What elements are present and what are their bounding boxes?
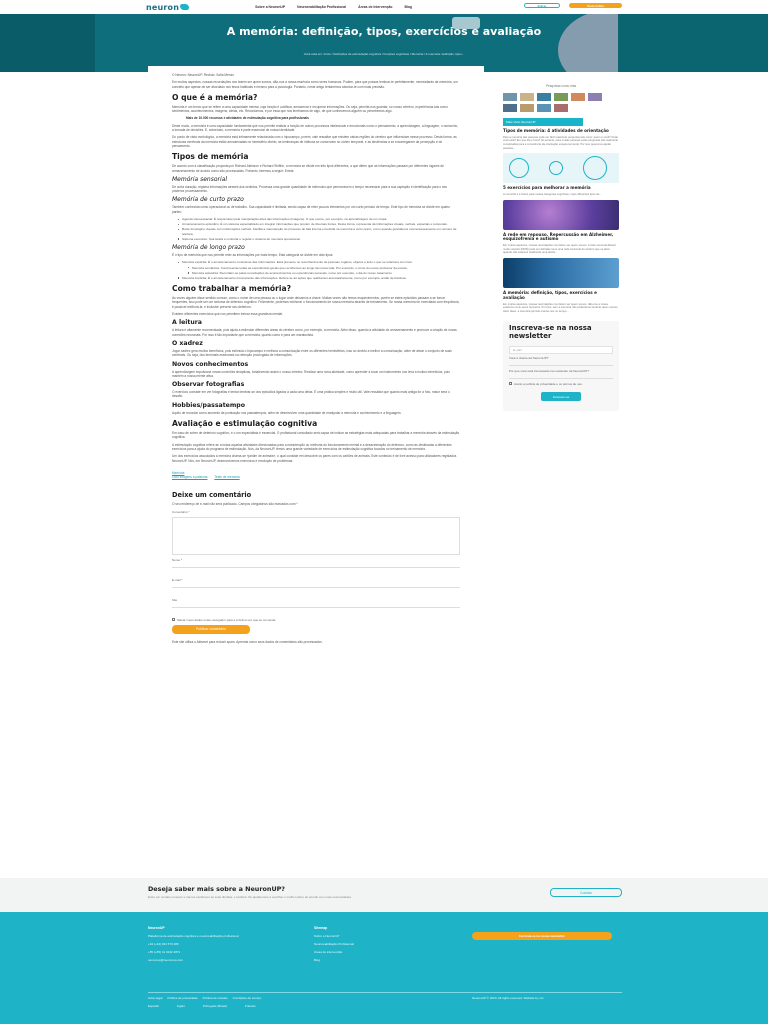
checkbox-icon[interactable]	[509, 382, 512, 385]
top-navigation	[0, 0, 768, 14]
legal-link[interactable]: Condições de serviço	[232, 996, 262, 1000]
login-button[interactable]: Entrar	[524, 3, 560, 8]
paragraph: Jogar xadrez gera muitos benefícios, pois estimula o hipocampo e melhora a comunicação entre os diferentes hemisférios, isso só devido a melhor a comunicação, além de ativar o conjunto de suas cerebrais. Ou seja, dos terminais essenciais na retenção prolongada de informações.	[172, 348, 452, 358]
newsletter-title: Inscreva-se na nossa newsletter	[509, 324, 592, 340]
heading-knowledge: Novos conhecimentos	[172, 360, 249, 368]
footer-legal-links	[148, 996, 261, 1000]
thumbnail[interactable]	[554, 93, 568, 101]
circle-icon	[549, 161, 563, 175]
footer-link[interactable]: Blog	[314, 958, 321, 962]
thumbnail-row	[503, 104, 619, 112]
language-link[interactable]: Inglés	[176, 1004, 185, 1008]
menu-item-about[interactable]: Sobre a NeuronUP	[255, 5, 286, 9]
footer-sitemap-title: Sitemap	[314, 926, 328, 930]
orientation-diagram-image[interactable]	[503, 153, 619, 183]
footer-divider	[148, 992, 622, 993]
paragraph: Do ponto de vista morfológico, a memória está intimamente relacionada com o hipocampo, porém, vale ressaltar que existem várias regiões do cérebro que influenciam nesse processo. Desta forma, as estruturas cerebrais da memória estão armazenadas no hemisfério direito, as lembranças de infância se conservam no córtex temporal, e as tendências a se encarregarem da percepção e do pensamento.	[172, 135, 457, 148]
popular-posts-label: Mais Visto NeuronUP	[503, 118, 583, 126]
heading-train: Como trabalhar a memória?	[172, 284, 291, 294]
footer	[0, 912, 768, 1024]
paragraph: Aquilo de recordar como aumento da pontuação nos passatempos, além de desenvolver uma quantidade de manipular a memória e conhecimento e a linguagem.	[172, 410, 402, 415]
paragraph: Também conhecida como operacional ou de trabalho. Sua capacidade é limitada, sendo capaz de reter poucos elementos por um curto período de tempo. Este tipo de memória se divide em quatro partes:	[172, 205, 450, 214]
heading-photos: Observar fotografias	[172, 381, 245, 389]
footer-phone[interactable]: +55 (+55) 41 3232 4871	[148, 950, 181, 954]
comment-textarea[interactable]	[172, 517, 460, 555]
heading-hobbies: Hobbies/passatempo	[172, 401, 245, 409]
sidebar-card-title[interactable]: A memória: definição, tipos, exercícios e avaliação	[503, 289, 597, 300]
legal-link[interactable]: Política de cookies	[202, 996, 228, 1000]
article-author[interactable]: O Neuron: NeuronUP. Revisto: Sofia Menzo	[172, 73, 234, 77]
heading-long-term: Memória de longo prazo	[172, 244, 245, 252]
submit-comment-button[interactable]: Publicar comentário	[172, 625, 250, 634]
site-input[interactable]	[172, 602, 460, 608]
footer-link[interactable]: Neuroreabilitação Profissional	[314, 942, 354, 946]
thumbnail[interactable]	[503, 104, 517, 112]
footer-link[interactable]: Sobre a NeuronUP	[314, 934, 340, 938]
main-menu	[255, 5, 412, 9]
breadcrumb[interactable]: Você está em: Início / Definições de estimulação cognitiva / Funções cognitivas / Memória / A memória: definição, tipos...	[303, 52, 465, 56]
thumbnail[interactable]	[537, 104, 551, 112]
brain-illustration	[558, 14, 662, 72]
name-input[interactable]	[172, 562, 460, 568]
paragraph: A leitura é altamente recomendada, pois ajuda a estimular diferentes áreas do cérebro como, por exemplo, a memória. Além disso, quando a atividade de armazenamento e promove a criação de novas conexões neuronais. Por isso é tão importante que a memória, quanto como é para um maratonista.	[172, 328, 457, 337]
brain-image[interactable]	[503, 200, 619, 230]
email-label: E-mail *	[172, 577, 183, 582]
paragraph: De acordo com a classificação proposta por Richard Atkinson e Richard Shiffrin, a memória se divide em três tipos diferentes, a que difere que as informações passam por diferentes lugares de armazenamento de acordo como são processadas. Portanto, faremos a seguir: Existe.	[172, 164, 444, 173]
newsletter-email-input[interactable]: E-mail	[509, 346, 613, 354]
tag-link[interactable]: Livro imagens a palavras	[172, 475, 208, 480]
akismet-note[interactable]: Este site utiliza o Akismet para reduzir spam. Aprenda como seus dados de comentários são processados.	[172, 639, 323, 644]
footer-brand: NeuronUP	[148, 926, 165, 930]
intro-paragraph: Em muitos aspectos, nossas recordações nos fazem ser quem somos, dão-nos a nossa essência como seres humanos. Podem, para que possas lembrar-te perfeitamente, necessitarás da memória, um conceito que apesar de ser abordado nos tesos habituais e mesmo para a psicologia. Portanto, neste artigo tentaremos abordar-te com mais precisão.	[172, 80, 458, 89]
list-item: Memória implícita: É o armazenamento inconsciente das informações. Refere-se às ações que realizamos automaticamente, como por exemplo, andar de bicicleta.	[172, 276, 460, 280]
comments-title: Deixe um comentário	[172, 491, 252, 500]
hero-banner	[0, 14, 768, 72]
name-label: Nome *	[172, 557, 183, 562]
paragraph: A estimulação cognitiva refere-se a todas aquelas atividades direcionadas para a manutenção ou melhoria do funcionamento mental e a desaceleração do deterioro, como as destinadas a diferentes exercícios para a ajuda do programa de estimulação. Nós, da NeuronUP, temos uma grande variedade de exercícios de estimulação cognitiva focados no treinamento de memória.	[172, 442, 452, 451]
interest-select[interactable]	[509, 373, 613, 379]
sidebar-card-text: A memória é a chave para muitas categorias cognitivas, cujos diferentes tipos de...	[503, 192, 602, 196]
paragraph: Em caso de sofrer de deterioro cognitivo, é o um especialista é essencial. O profissional consultado será capaz de indicar as estratégias mais adequadas para trabalhar a memória através da estimulação cognitiva.	[172, 431, 460, 440]
language-link[interactable]: Francês	[244, 1004, 256, 1008]
legal-link[interactable]: Política de privacidade	[167, 996, 198, 1000]
paragraph: Às vezes alguém disse sentido comum, como o nome de uma pessoa ou o lugar onde deixamos a chave. Muitas vezes não temos esquecimentos, porém se estes episódios passam a se tornar frequentes, isso pode ser um sintoma de deterioro cognitivo. Felizmente, podemos melhorar o funcionamento de nossa memória através de treinamento. Se nossa memória for exercitada com frequência, é possível melhorá-la, e inclusive prevenir seu deterioro.	[172, 296, 460, 309]
thumbnail[interactable]	[554, 104, 568, 112]
thumbnail[interactable]	[520, 93, 534, 101]
sidebar	[503, 78, 619, 411]
heading-what-is-memory: O que é a memória?	[172, 92, 258, 102]
circle-icon	[583, 156, 607, 180]
tag-link[interactable]: Memória	[172, 470, 185, 475]
promo-line[interactable]: Mais de 10.000 recursos e atividades de estimulação cognitiva para profissionais	[186, 116, 309, 121]
thumbnail[interactable]	[520, 104, 534, 112]
trial-button[interactable]: Teste Grátis	[569, 3, 622, 8]
subscribe-button[interactable]: Inscrever-se	[541, 392, 581, 401]
list-item: Sistema executivo: Sua tarefa é controlar e regular o sistema de memória operacional.	[172, 237, 460, 241]
list-item: Memória episódica: Recordam-se pelas recordações de acontecimentos ou experiências pessoais, como por exemplo, o dia do nosso casamento.	[172, 271, 460, 275]
footer-sitemap-col	[314, 924, 354, 964]
heading-chess: O xadrez	[172, 339, 203, 347]
list-item: Agenda visuoespacial: É responsável pela manipulação ativa das informações (imagens). O que ocorre, por exemplo, na aprendizagem de um mapa.	[172, 217, 460, 221]
sidebar-card-title[interactable]: A rede em repouso. Repercussão em Alzheimer, esquizofrenia e autismo	[503, 231, 614, 242]
thumbnail[interactable]	[588, 93, 602, 101]
interest-label: Por que você está interessado na newsletter da NeuronUP?	[509, 369, 589, 374]
paragraph: A aprendizagem impulsiona novas conexões sinápticas, fortalecendo assim o nosso cérebro. Realizar uma nova atividade, como aprender a tocar um instrumento nos leva a muitos benefícios, pois mantém a nossa mente ativa.	[172, 369, 450, 378]
heading-sensory: Memória sensorial	[172, 175, 227, 183]
sidebar-card-title[interactable]: Tipos de memória: 4 atividades de orientação	[503, 128, 609, 133]
clock-icon	[509, 158, 529, 178]
client-select[interactable]	[509, 360, 613, 366]
network-image[interactable]	[503, 258, 619, 288]
copyright: NeuronUP © 2023. All rights reserved. Website by xxx	[472, 996, 544, 1000]
tag-link[interactable]: Teste de memória	[214, 475, 240, 480]
privacy-checkbox[interactable]: Aceito a política de privacidade e os termos de uso.	[509, 382, 613, 386]
footer-link[interactable]: Áreas de intervenção	[314, 950, 343, 954]
footer-phone[interactable]: +34 (+34) 941 570 483	[148, 942, 179, 946]
logo-icon	[180, 4, 189, 10]
list-item: Armazenamento episódico: É um sistema especializado em integrar informações que provêm de diversas fontes. Desta forma, representa da informações visuais, verbais, espaciais e temporais.	[172, 222, 460, 226]
paragraph: Memória é um termo que se refere a uma capacidade mental, cuja função é codificar, armazenar e recuperar informações. Ou seja, permite-nos guardar, no nosso cérebro, experiências tais como sentimentos, acontecimentos, imagens, ideias, etc. Recordamos, é por essa que nos lembramos de algo, de que conhecemos alguém ou percebemos algo.	[172, 104, 448, 114]
contact-text: Entre em contato conosco e iremos esclarecer as suas dúvidas, e também lhe ajudaremos a escolher o melhor plano de acordo com suas necessidades.	[148, 895, 352, 899]
heading-evaluation: Avaliação e estimulação cognitiva	[172, 419, 318, 429]
language-link[interactable]: Português (Brasil)	[202, 1004, 227, 1008]
footer-brand-text: Plataforma de estimulação cognitiva e neuroreabilitação profissional	[148, 934, 239, 938]
menu-item-neuro[interactable]: Neuroreabilitação Profissional	[297, 5, 347, 9]
checkbox-icon[interactable]	[172, 618, 175, 621]
heading-reading: A leitura	[172, 319, 202, 327]
thumbnail-row	[503, 93, 619, 101]
contact-title: Deseja saber mais sobre a NeuronUP?	[148, 885, 286, 893]
paragraph: Um dos exercícios associados à memória chama-se «jardim de animais», o qual consiste em descobrir os pares com os cartões de animais. Este conteúdo é de livre acesso para utilizadores registados NeuronUP. Nós, em NeuronUP, desenvolvemos exercícios e resolução de problemas.	[172, 454, 457, 463]
neuronup-logo[interactable]: neuron	[146, 3, 189, 12]
sidebar-card-text: Para a memória das pessoas pode ser fácil relacionar perguntas tais como: quem é você? Onde você está? Em que dia e hora? No entanto, para muitas pessoas estas perguntas são realmente complicadas para a consciência da orientação espaço-temporal. Por isso queremos ajudar pessoas...	[503, 135, 619, 150]
legal-link[interactable]: Aviso legal	[148, 996, 163, 1000]
list-item: Memória explícita: É o armazenamento consciente das informações. Está presente no reconhecimento de pessoas, lugares, objetos e tudo o que se relaciona com isso.	[172, 260, 460, 264]
footer-email[interactable]: neuronup@neuronup.com	[148, 958, 183, 962]
thumbnail[interactable]	[571, 93, 585, 101]
footer-languages	[148, 1004, 256, 1008]
site-label: Site	[172, 597, 178, 602]
list-item: Bucle fonológico: Aquele com informações verbais. Facilita a manutenção do processo de fala interna envolvida na memória a curto prazo, como quando guardamos momentaneamente um número de telefone.	[172, 227, 460, 235]
paragraph: Existem diferentes exercícios que nos permitem treinar essa grandeza mental.	[172, 312, 283, 317]
page-title: A memória: definição, tipos, exercícios e avaliação	[226, 25, 542, 38]
comment-label: Comentário *	[172, 509, 190, 514]
paragraph: O exercício consiste em ver fotografias e tentar lembrar-se dos episódios ligados a cada uma delas. É uma prática simples e muito útil. Vale ressaltar que quanto mais antiga for a foto, maior será o desafio.	[172, 390, 450, 399]
heading-types: Tipos de memória	[172, 152, 249, 162]
thumbnail[interactable]	[537, 93, 551, 101]
comments-note: O seu endereço de e-mail não será publicado. Campos obrigatórios são marcados com *	[172, 502, 298, 507]
sidebar-card-title[interactable]: 5 exercícios para melhorar a memória	[503, 185, 591, 191]
menu-item-blog[interactable]: Blog	[404, 5, 412, 9]
paragraph: Deste modo, a memória é uma capacidade fundamental que nos permite realizar a função de outros processos intelectuais e emocionais como o pensamento, a aprendizagem, a linguagem, o raciocínio, a tomada de decisões. E, sobretudo, a memória é parte essencial de nossa identidade.	[172, 123, 459, 133]
contact-band	[0, 878, 768, 912]
newsletter-widget	[503, 321, 619, 411]
language-link[interactable]: Español	[148, 1004, 159, 1008]
sidebar-card-text: Em muitos aspectos, nossas recordações nos fazem ser quem somos. A rede neuronal default mode network (DMN) pode ser definida como uma rede funcional do cérebro que se ativa quando não estamos realizando uma tarefa...	[503, 244, 616, 255]
footer-newsletter-button[interactable]: Inscreva-se na nossa newsletter	[472, 932, 612, 940]
sidebar-search-title: Pesquisas como elas	[545, 84, 577, 88]
list-item: Memória semântica: Compreende todas as experiências gerais que recolhemos ao longo da nossa vida. Por exemplo, o nome do nosso professor da escola.	[172, 266, 460, 270]
sidebar-card-text: Em muitos aspectos, nossas recordações nos fazem ser quem somos, dão-nos a nossa essência como seres humanos. Por isso, sem a memória não poderíamos lembrar quem somos. Além disso, a memória permite manter-nos no tempo...	[503, 302, 619, 313]
tags	[172, 471, 460, 480]
email-input[interactable]	[172, 582, 460, 588]
save-data-checkbox[interactable]: Salvar meus dados neste navegador para a próxima vez que eu comentar.	[172, 618, 460, 622]
menu-item-areas[interactable]: Áreas de intervenção	[358, 5, 393, 9]
footer-brand-col	[148, 924, 239, 964]
article	[148, 66, 484, 647]
contact-button[interactable]: Contato	[550, 888, 622, 897]
heading-short-term: Memória de curto prazo	[172, 196, 244, 204]
speech-bubble-icon	[672, 20, 704, 36]
paragraph: É o tipo de memória que nos permite reter as informações por mais tempo. Esta categoria se divide em dois tipos:	[172, 253, 334, 258]
paragraph: De curta duração, registra informações através dos sentidos. Processa uma grande quantidade de estímulos que permanecem o tempo necessário para a sua captação e identificação para o seu posterior processamento.	[172, 184, 448, 194]
thumbnail[interactable]	[503, 93, 517, 101]
client-label: Você é cliente da NeuronUP?	[509, 356, 549, 361]
